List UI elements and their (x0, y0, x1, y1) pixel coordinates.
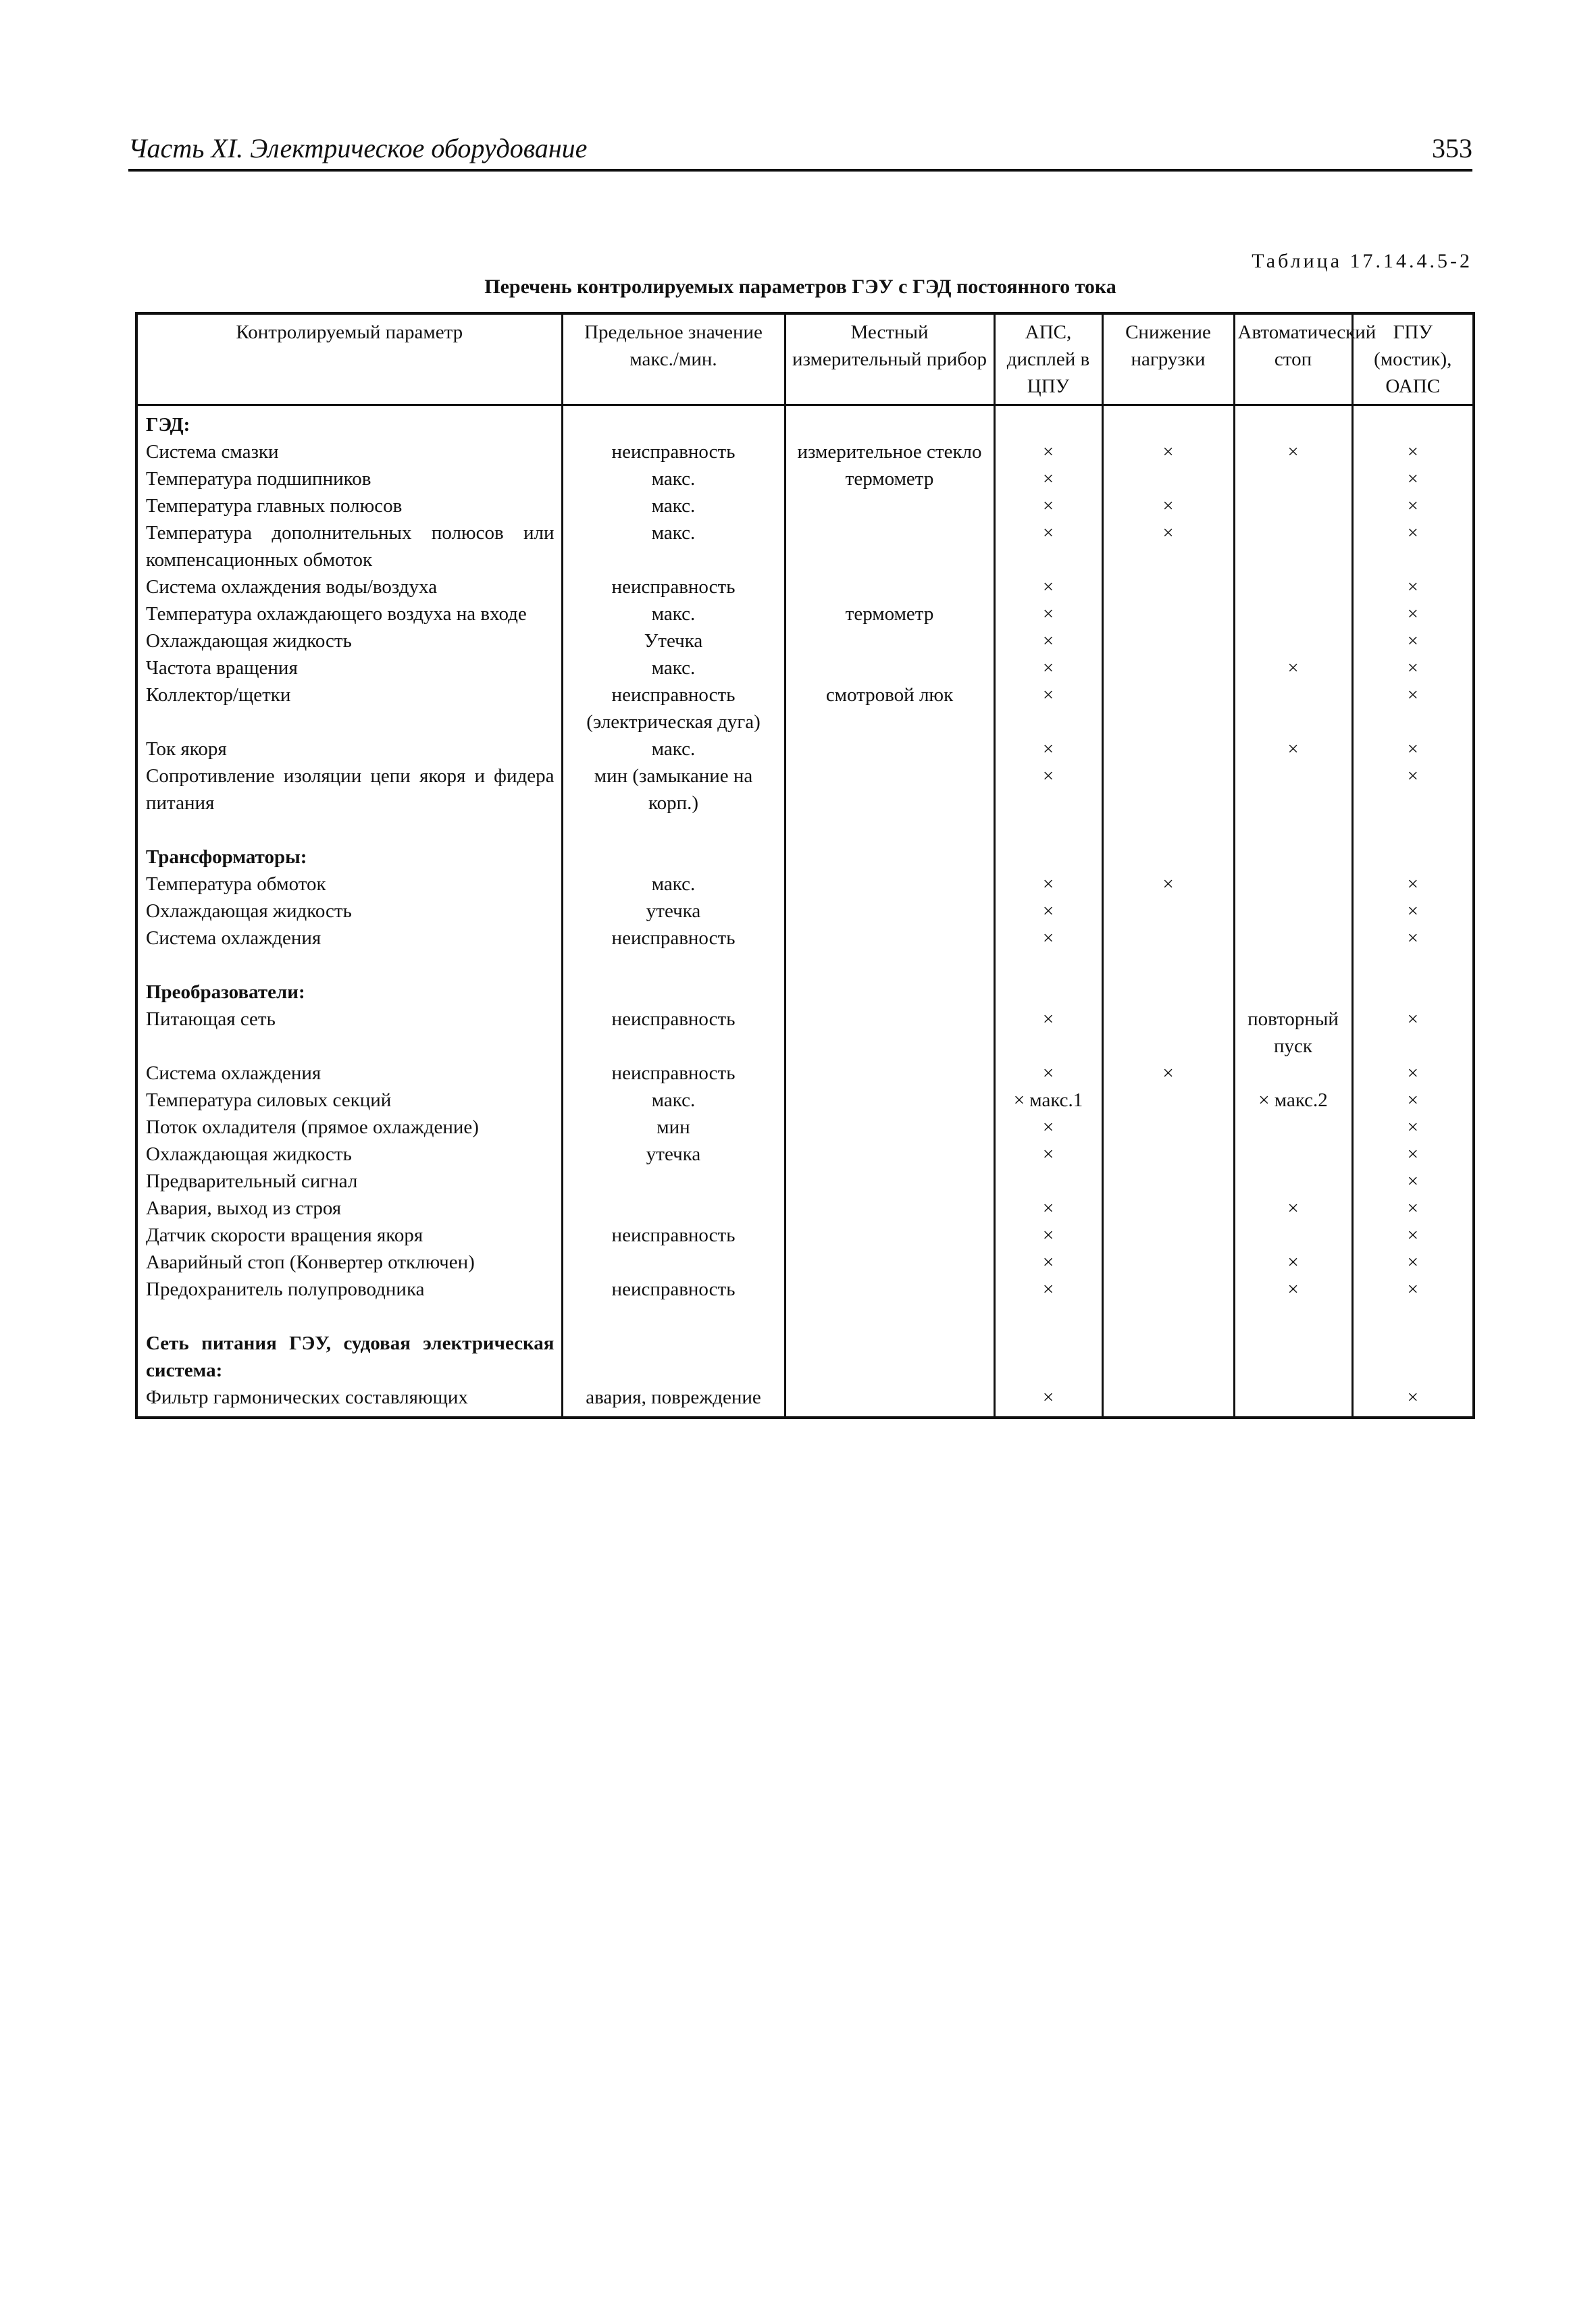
table-cell (1234, 817, 1352, 844)
table-cell (785, 1303, 994, 1330)
table-cell (785, 1141, 994, 1168)
table-cell (1102, 1303, 1234, 1330)
table-cell: × макс.1 (994, 1087, 1102, 1114)
table-cell: × (994, 438, 1102, 465)
table-row (136, 763, 1474, 817)
table-cell: × макс.2 (1234, 1087, 1352, 1114)
table-cell: макс. (562, 492, 785, 519)
parameter-cell: Аварийный стоп (Конвертер отключен) (136, 1249, 562, 1276)
table-cell: × (1352, 1168, 1474, 1195)
table-cell (785, 1168, 994, 1195)
table-cell (1102, 925, 1234, 952)
table-cell (1234, 844, 1352, 871)
table-cell: × (1352, 519, 1474, 573)
table-cell: × (1234, 1249, 1352, 1276)
table-cell: × (1352, 1114, 1474, 1141)
table-cell: × (1102, 871, 1234, 898)
table-cell: неисправность (562, 438, 785, 465)
table-row (136, 465, 1474, 492)
table-cell: × (1352, 681, 1474, 735)
table-cell: × (994, 600, 1102, 627)
table-cell (1102, 1006, 1234, 1060)
table-cell (562, 1168, 785, 1195)
section-heading: ГЭД: (136, 405, 562, 439)
parameter-cell: Система смазки (136, 438, 562, 465)
table-cell: макс. (562, 1087, 785, 1114)
table-cell: измерительное стекло (785, 438, 994, 465)
table-cell (785, 735, 994, 763)
table-cell: × (994, 573, 1102, 600)
table-cell (785, 654, 994, 681)
table-cell: × (994, 465, 1102, 492)
table-cell: × (1352, 1384, 1474, 1418)
parameter-cell (136, 817, 562, 844)
table-cell (1102, 898, 1234, 925)
table-cell (562, 1303, 785, 1330)
section-heading: Сеть питания ГЭУ, судовая электрическая система: (136, 1330, 562, 1384)
table-cell: × (1352, 654, 1474, 681)
table-row (136, 1168, 1474, 1195)
table-cell (1102, 1114, 1234, 1141)
table-row (136, 627, 1474, 654)
table-cell: термометр (785, 465, 994, 492)
table-cell: макс. (562, 600, 785, 627)
table-cell: × (1352, 573, 1474, 600)
table-cell (1234, 1330, 1352, 1384)
table-header-row (136, 313, 1474, 405)
section-heading: Преобразователи: (136, 979, 562, 1006)
table-cell (785, 1006, 994, 1060)
table-cell: макс. (562, 519, 785, 573)
table-row (136, 1087, 1474, 1114)
table-row (136, 654, 1474, 681)
table-cell (1234, 627, 1352, 654)
table-cell (785, 871, 994, 898)
table-cell: макс. (562, 654, 785, 681)
table-row (136, 1222, 1474, 1249)
table-cell (1234, 600, 1352, 627)
table-cell: × (1352, 735, 1474, 763)
table-cell (1102, 1222, 1234, 1249)
column-header: Местный измерительный прибор (785, 313, 994, 405)
spacer-row (136, 817, 1474, 844)
parameter-cell: Авария, выход из строя (136, 1195, 562, 1222)
table-cell (1234, 1114, 1352, 1141)
table-cell (785, 492, 994, 519)
table-cell (785, 1222, 994, 1249)
column-header: Снижение нагрузки (1102, 313, 1234, 405)
table-cell: макс. (562, 465, 785, 492)
parameter-cell (136, 952, 562, 979)
table-cell (785, 1087, 994, 1114)
table-caption: Перечень контролируемых параметров ГЭУ с ГЭД постоянного тока (484, 276, 1116, 298)
table-cell (562, 817, 785, 844)
page-header (128, 132, 1472, 172)
table-cell: × (1352, 763, 1474, 817)
parameter-cell: Поток охладителя (прямое охлаждение) (136, 1114, 562, 1141)
table-cell: × (994, 1060, 1102, 1087)
table-cell: × (994, 1114, 1102, 1141)
table-cell (1102, 1168, 1234, 1195)
table-cell: × (1352, 1141, 1474, 1168)
table-cell (1234, 465, 1352, 492)
column-header: ГПУ (мостик), ОАПС (1352, 313, 1474, 405)
table-cell (785, 898, 994, 925)
parameter-cell: Питающая сеть (136, 1006, 562, 1060)
table-cell (1102, 817, 1234, 844)
table-cell: × (994, 735, 1102, 763)
table-cell: × (994, 1006, 1102, 1060)
table-cell (1234, 1060, 1352, 1087)
table-cell (1234, 871, 1352, 898)
table-cell: утечка (562, 898, 785, 925)
table-cell: макс. (562, 735, 785, 763)
table-row (136, 519, 1474, 573)
table-cell: неисправность (562, 1222, 785, 1249)
table-cell (562, 405, 785, 439)
table-cell: неисправность (562, 1276, 785, 1303)
table-cell (1352, 1303, 1474, 1330)
table-cell: Утечка (562, 627, 785, 654)
table-cell (1102, 1276, 1234, 1303)
table-cell (994, 817, 1102, 844)
table-cell (1102, 735, 1234, 763)
table-cell: × (994, 925, 1102, 952)
table-cell (1102, 573, 1234, 600)
table-cell: × (1352, 438, 1474, 465)
table-cell (1102, 763, 1234, 817)
table-cell: × (994, 763, 1102, 817)
table-cell (1102, 1087, 1234, 1114)
parameter-cell: Коллектор/щетки (136, 681, 562, 735)
table-cell (1234, 898, 1352, 925)
column-header: Автоматический стоп (1234, 313, 1352, 405)
table-cell (1234, 519, 1352, 573)
table-cell: × (1102, 519, 1234, 573)
table-cell: × (994, 1222, 1102, 1249)
table-cell (1102, 1330, 1234, 1384)
table-cell (1102, 952, 1234, 979)
parameter-cell: Система охлаждения воды/воздуха (136, 573, 562, 600)
table-cell (1102, 979, 1234, 1006)
parameter-cell: Система охлаждения (136, 1060, 562, 1087)
parameter-cell: Температура обмоток (136, 871, 562, 898)
parameter-cell: Фильтр гармонических составляющих (136, 1384, 562, 1418)
parameter-cell: Температура силовых секций (136, 1087, 562, 1114)
table-cell (1102, 844, 1234, 871)
column-header: АПС, дисплей в ЦПУ (994, 313, 1102, 405)
table-cell (785, 1114, 994, 1141)
table-cell (994, 405, 1102, 439)
table-cell: × (994, 654, 1102, 681)
table-row (136, 1276, 1474, 1303)
table-row (136, 871, 1474, 898)
parameter-cell: Температура охлаждающего воздуха на входе (136, 600, 562, 627)
table-cell (1352, 952, 1474, 979)
table-cell: × (1352, 627, 1474, 654)
table-cell (1102, 1249, 1234, 1276)
table-cell: × (994, 492, 1102, 519)
table-cell (562, 844, 785, 871)
table-cell (785, 1195, 994, 1222)
table-cell (785, 627, 994, 654)
table-cell: × (994, 1249, 1102, 1276)
section-row (136, 844, 1474, 871)
table-cell (1102, 600, 1234, 627)
table-cell: × (1352, 492, 1474, 519)
table-cell (1234, 573, 1352, 600)
table-cell (1352, 405, 1474, 439)
table-cell (785, 573, 994, 600)
table-row (136, 1249, 1474, 1276)
table-cell (1234, 1303, 1352, 1330)
table-cell: × (994, 681, 1102, 735)
table-cell: × (994, 1276, 1102, 1303)
table-cell (1102, 681, 1234, 735)
table-cell: × (1352, 465, 1474, 492)
table-cell (1102, 654, 1234, 681)
table-cell (1234, 763, 1352, 817)
table-cell (1102, 1195, 1234, 1222)
table-cell: утечка (562, 1141, 785, 1168)
table-cell: смотровой люк (785, 681, 994, 735)
table-cell (785, 519, 994, 573)
table-cell (1102, 1384, 1234, 1418)
page-number: 353 (1432, 133, 1472, 163)
table-cell: × (1352, 898, 1474, 925)
section-row (136, 405, 1474, 439)
table-cell (1352, 1330, 1474, 1384)
table-row (136, 1141, 1474, 1168)
table-cell: неисправность (электрическая дуга) (562, 681, 785, 735)
table-cell: × (1102, 492, 1234, 519)
table-cell: × (994, 1195, 1102, 1222)
table-row (136, 898, 1474, 925)
table-cell: × (994, 1384, 1102, 1418)
table-row (136, 735, 1474, 763)
parameter-cell: Предохранитель полупроводника (136, 1276, 562, 1303)
table-cell (785, 1330, 994, 1384)
section-row (136, 979, 1474, 1006)
parameter-cell: Система охлаждения (136, 925, 562, 952)
table-cell: × (1352, 1222, 1474, 1249)
table-row (136, 1114, 1474, 1141)
table-cell (562, 952, 785, 979)
table-cell: × (1102, 1060, 1234, 1087)
parameter-cell: Предварительный сигнал (136, 1168, 562, 1195)
table-row (136, 438, 1474, 465)
table-cell (785, 817, 994, 844)
table-cell (994, 952, 1102, 979)
table-cell: × (1234, 1195, 1352, 1222)
table-cell (1234, 1141, 1352, 1168)
table-cell (785, 979, 994, 1006)
table-cell: неисправность (562, 925, 785, 952)
table-cell: авария, повреждение (562, 1384, 785, 1418)
table-cell: × (1352, 1249, 1474, 1276)
table-cell: × (1102, 438, 1234, 465)
table-cell (1234, 1222, 1352, 1249)
table-cell: × (1352, 925, 1474, 952)
table-cell (1352, 979, 1474, 1006)
table-row (136, 681, 1474, 735)
column-header: Контролируемый параметр (136, 313, 562, 405)
table-cell: × (1352, 1276, 1474, 1303)
table-cell: × (1352, 1060, 1474, 1087)
table-cell (1102, 1141, 1234, 1168)
table-cell: × (1352, 600, 1474, 627)
table-cell (562, 1249, 785, 1276)
table-cell (994, 1168, 1102, 1195)
table-cell (1234, 952, 1352, 979)
table-cell (1234, 492, 1352, 519)
table-cell (1234, 1384, 1352, 1418)
table-body (136, 405, 1474, 1418)
table-cell: × (1352, 1195, 1474, 1222)
table-row (136, 1060, 1474, 1087)
table-cell (562, 1195, 785, 1222)
table-cell (785, 763, 994, 817)
table-cell (1352, 817, 1474, 844)
table-row (136, 492, 1474, 519)
table-cell (785, 952, 994, 979)
parameter-cell: Охлаждающая жидкость (136, 1141, 562, 1168)
table-cell (1234, 1168, 1352, 1195)
table-cell (994, 844, 1102, 871)
table-cell (1234, 925, 1352, 952)
table-cell (785, 844, 994, 871)
table-row (136, 573, 1474, 600)
header-rule (128, 169, 1472, 172)
parameter-cell: Температура подшипников (136, 465, 562, 492)
table-cell: × (1234, 1276, 1352, 1303)
table-cell (1102, 465, 1234, 492)
table-number: Таблица 17.14.4.5-2 (1252, 250, 1472, 272)
table-row (136, 1006, 1474, 1060)
table-cell (785, 1060, 994, 1087)
table-cell: × (1234, 735, 1352, 763)
table-cell (1102, 627, 1234, 654)
table-cell (994, 1330, 1102, 1384)
section-row (136, 1330, 1474, 1384)
table-cell (785, 1384, 994, 1418)
table-row (136, 600, 1474, 627)
table-cell: × (994, 871, 1102, 898)
parameter-cell: Охлаждающая жидкость (136, 627, 562, 654)
parameter-cell: Ток якоря (136, 735, 562, 763)
table-cell (994, 1303, 1102, 1330)
parameters-table (135, 312, 1475, 1419)
table-cell: × (1234, 438, 1352, 465)
table-cell: неисправность (562, 1060, 785, 1087)
table-cell (785, 1276, 994, 1303)
table-cell: мин (562, 1114, 785, 1141)
table-cell: макс. (562, 871, 785, 898)
table-cell: × (1234, 654, 1352, 681)
parameter-cell: Охлаждающая жидкость (136, 898, 562, 925)
table-cell: мин (замыкание на корп.) (562, 763, 785, 817)
table-cell (785, 925, 994, 952)
table-cell: × (1352, 1006, 1474, 1060)
table-cell: повторный пуск (1234, 1006, 1352, 1060)
table-cell: неисправность (562, 573, 785, 600)
spacer-row (136, 1303, 1474, 1330)
table-cell (994, 979, 1102, 1006)
table-cell (1234, 979, 1352, 1006)
section-heading: Трансформаторы: (136, 844, 562, 871)
table-cell (785, 405, 994, 439)
parameter-cell: Датчик скорости вращения якоря (136, 1222, 562, 1249)
table-cell: × (994, 1141, 1102, 1168)
parameter-cell: Температура главных полюсов (136, 492, 562, 519)
table-row (136, 1384, 1474, 1418)
table-cell (562, 1330, 785, 1384)
table-cell: × (1352, 871, 1474, 898)
table-cell: × (994, 898, 1102, 925)
parameter-cell: Температура дополнительных полюсов или компенсационных обмоток (136, 519, 562, 573)
table-cell (785, 1249, 994, 1276)
parameter-cell: Сопротивление изоляции цепи якоря и фидера питания (136, 763, 562, 817)
table-cell: × (1352, 1087, 1474, 1114)
column-header: Предельное значение макс./мин. (562, 313, 785, 405)
table-cell: неисправность (562, 1006, 785, 1060)
table-cell: × (994, 627, 1102, 654)
table-cell (1352, 844, 1474, 871)
table-cell: термометр (785, 600, 994, 627)
table-cell (1234, 681, 1352, 735)
spacer-row (136, 952, 1474, 979)
table-cell (562, 979, 785, 1006)
table-row (136, 1195, 1474, 1222)
parameter-cell (136, 1303, 562, 1330)
table-cell (1102, 405, 1234, 439)
parameter-cell: Частота вращения (136, 654, 562, 681)
table-cell (1234, 405, 1352, 439)
table-row (136, 925, 1474, 952)
running-title: Часть XI. Электрическое оборудование (128, 133, 588, 163)
table-cell: × (994, 519, 1102, 573)
